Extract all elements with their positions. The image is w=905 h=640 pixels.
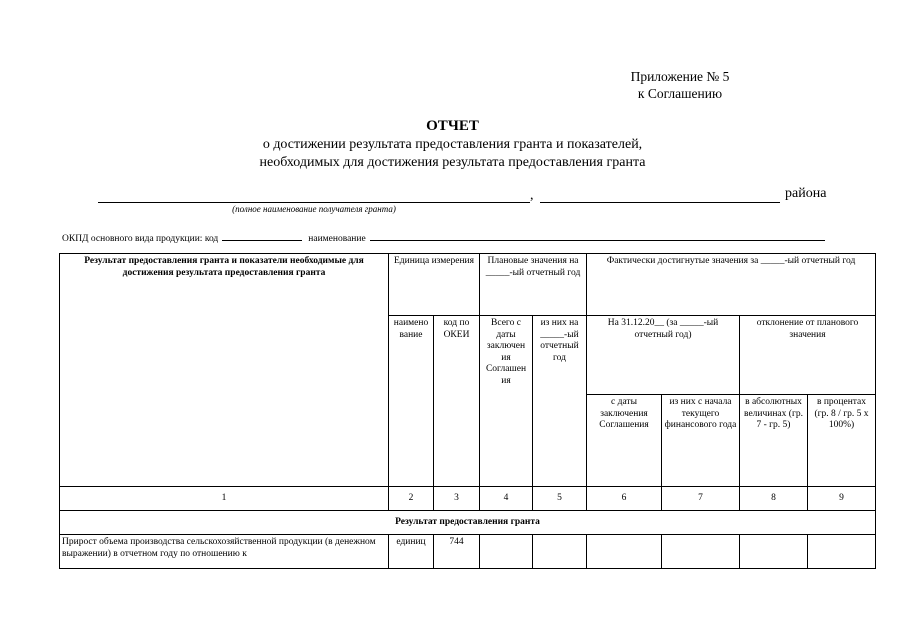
header-deviation: отклонение от планового значения [740,316,876,395]
plan-total-cell[interactable] [480,535,533,569]
okpd-label: ОКПД основного вида продукции: код [62,234,219,244]
header-deviation-abs: в абсолютных величинах (гр. 7 - гр. 5) [740,395,808,487]
okpd-code-field[interactable] [222,231,302,241]
column-number: 4 [480,487,533,511]
column-numbers-row [60,487,876,511]
header-unit-name: наимено вание [389,316,434,487]
header-deviation-pct: в процентах (гр. 8 / гр. 5 х 100%) [808,395,876,487]
header-plan-total: Всего с даты заключен ия Соглашен ия [480,316,533,487]
okpd-name-field[interactable] [370,231,825,241]
column-number: 7 [662,487,740,511]
fact-year-cell[interactable] [662,535,740,569]
deviation-abs-cell[interactable] [740,535,808,569]
header-result: Результат предоставления гранта и показатели необходимые для достижения результата предоставления гранта [60,254,389,487]
header-plan-year: из них на _____-ый отчетный год [533,316,587,487]
header-fact: Фактически достигнутые значения за _____-ый отчетный год [587,254,876,316]
column-number: 6 [587,487,662,511]
appendix-line-2: к Соглашению [637,86,723,101]
recipient-comma: , [530,188,534,203]
section-title: Результат предоставления гранта [60,511,876,535]
column-number: 8 [740,487,808,511]
subtitle-line-2: необходимых для достижения результата предоставления гранта [259,155,646,170]
report-subtitle [0,136,905,172]
appendix-line-1: Приложение № 5 [630,69,730,84]
okpd-name-label: наименование [308,234,366,244]
indicator-cell: Прирост объема производства сельскохозяйственной продукции (в денежном выражении) в отчетном году по отношению к [60,535,389,569]
column-number: 9 [808,487,876,511]
header-fact-date: На 31.12.20__ (за _____-ый отчетный год) [587,316,740,395]
okei-cell: 744 [434,535,480,569]
header-unit: Единица измерения [389,254,480,316]
report-title: ОТЧЕТ [426,118,479,134]
report-table [59,253,876,569]
subtitle-line-1: о достижении результата предоставления гранта и показателей, [262,137,643,152]
unit-cell: единиц [389,535,434,569]
column-number: 1 [60,487,389,511]
plan-year-cell[interactable] [533,535,587,569]
okpd-line [62,231,862,244]
district-field[interactable] [540,202,780,203]
deviation-pct-cell[interactable] [808,535,876,569]
header-fact-year: из них с начала текущего финансового года [662,395,740,487]
column-number: 5 [533,487,587,511]
district-word: района [785,186,827,201]
header-fact-total: с даты заключения Соглашения [587,395,662,487]
fact-total-cell[interactable] [587,535,662,569]
table-row [60,535,876,569]
appendix-note [600,68,760,102]
column-number: 3 [434,487,480,511]
recipient-caption: (полное наименование получателя гранта) [232,204,396,214]
column-number: 2 [389,487,434,511]
header-unit-code: код по ОКЕИ [434,316,480,487]
recipient-name-field[interactable] [98,202,530,203]
header-plan: Плановые значения на _____-ый отчетный год [480,254,587,316]
